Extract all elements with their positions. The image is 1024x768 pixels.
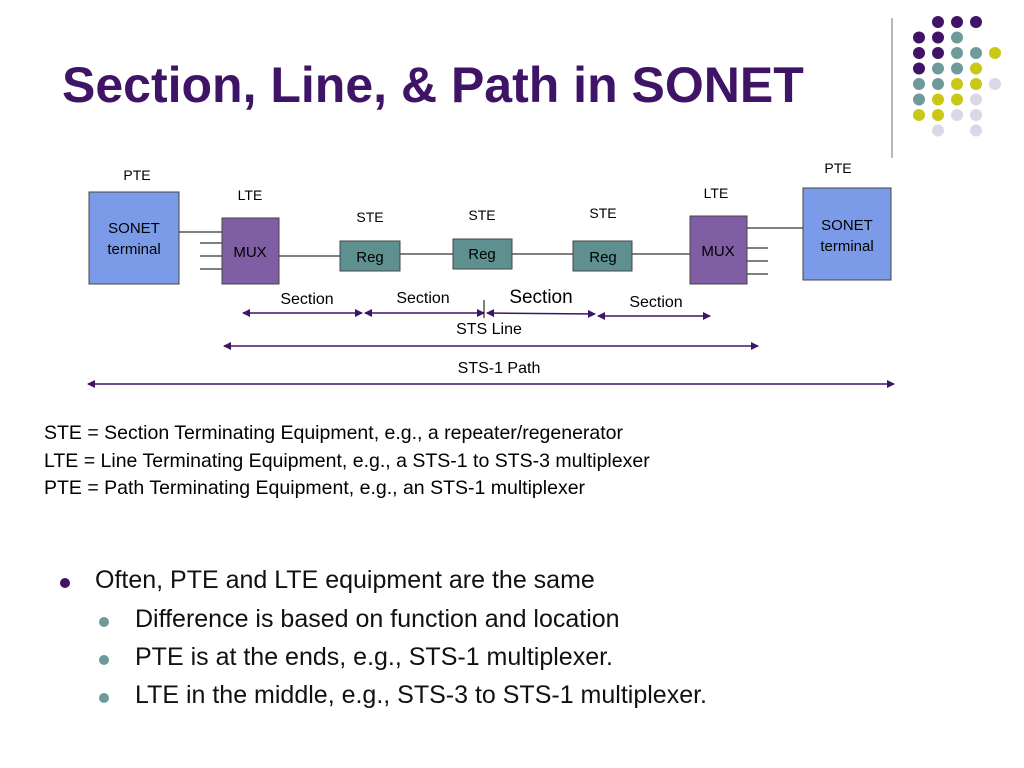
definition-lte: LTE = Line Terminating Equipment, e.g., a STS-1 to STS-3 multiplexer <box>44 449 650 472</box>
lte-label-right: LTE <box>703 185 729 201</box>
sonet-terminal-right <box>803 188 891 280</box>
reg-2-label: Reg <box>468 246 496 263</box>
lte-label-left: LTE <box>237 187 263 203</box>
section-label-3: Section <box>509 287 573 308</box>
mux-left-label: MUX <box>233 244 267 261</box>
mux-right-label: MUX <box>701 243 735 260</box>
terminal-right-line1: SONET <box>821 217 873 234</box>
section-arrow-3 <box>487 313 595 314</box>
line-label: STS Line <box>456 321 522 338</box>
terminal-right-line2: terminal <box>820 238 874 255</box>
section-label-1: Section <box>280 291 334 308</box>
ste-label-3: STE <box>589 205 617 221</box>
pte-label-left: PTE <box>123 167 151 183</box>
sonet-terminal-left <box>89 192 179 284</box>
bullet-sub-3: LTE in the middle, e.g., STS-3 to STS-1 multiplexer. <box>135 681 707 709</box>
definition-ste: STE = Section Terminating Equipment, e.g., a repeater/regenerator <box>44 422 624 444</box>
reg-1-label: Reg <box>356 249 384 266</box>
bullet-main: Often, PTE and LTE equipment are the same <box>95 566 595 594</box>
path-label: STS-1 Path <box>457 360 541 377</box>
bullet-sub-1: Difference is based on function and location <box>135 605 620 633</box>
bullet-sub-2: PTE is at the ends, e.g., STS-1 multiplexer. <box>135 643 613 671</box>
section-label-2: Section <box>396 290 450 307</box>
pte-label-right: PTE <box>824 160 852 176</box>
ste-label-2: STE <box>468 207 496 223</box>
definition-pte: PTE = Path Terminating Equipment, e.g., an STS-1 multiplexer <box>44 477 586 499</box>
bullet-dot-sub-1 <box>99 617 109 627</box>
bullet-dot-main <box>60 578 70 588</box>
reg-3-label: Reg <box>589 249 617 266</box>
definitions-block <box>44 420 650 503</box>
section-label-4: Section <box>629 294 683 311</box>
ste-label-1: STE <box>356 209 384 225</box>
terminal-left-line2: terminal <box>107 241 161 258</box>
terminal-left-line1: SONET <box>108 220 160 237</box>
slide-title: Section, Line, & Path in SONET <box>62 57 804 113</box>
bullet-dot-sub-3 <box>99 693 109 703</box>
bullet-dot-sub-2 <box>99 655 109 665</box>
